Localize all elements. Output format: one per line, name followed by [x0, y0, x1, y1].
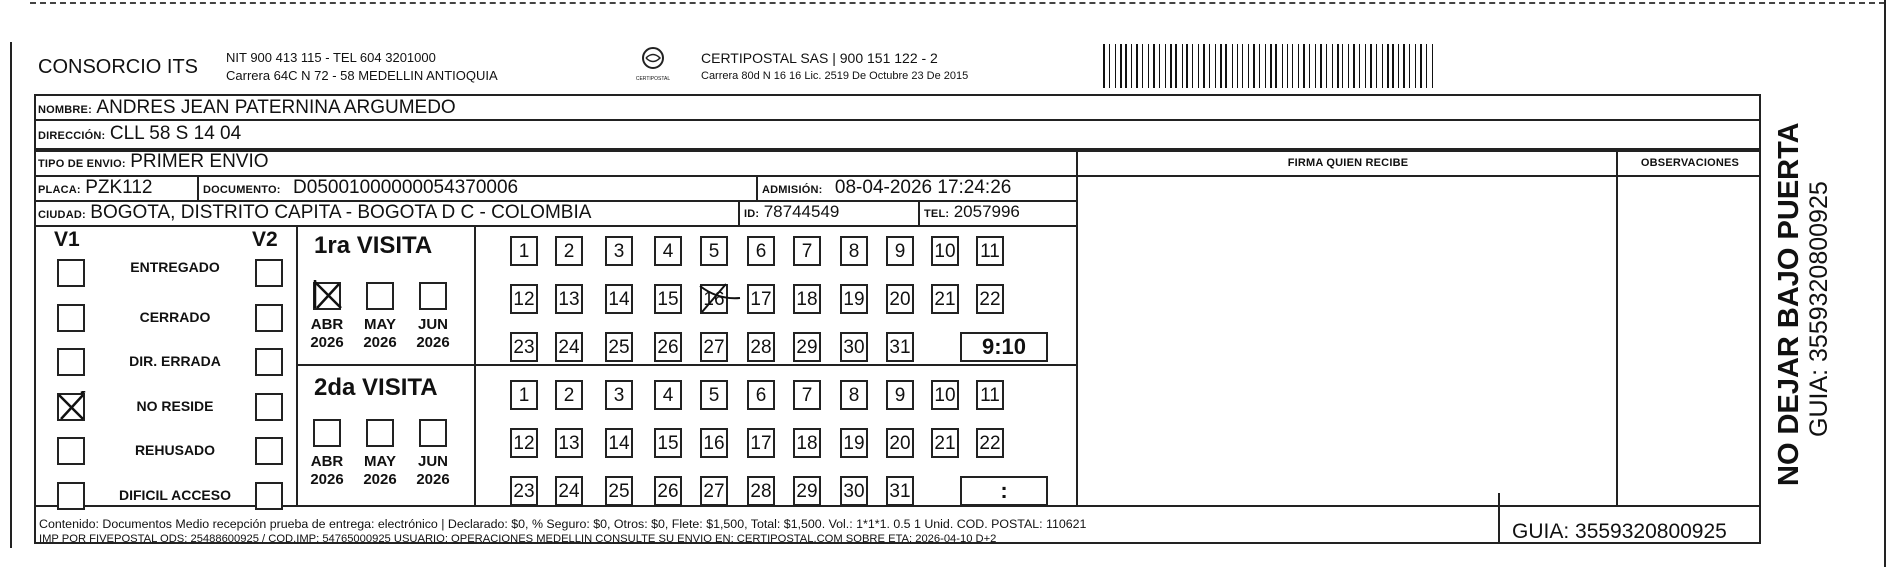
- day-cell[interactable]: 7: [793, 236, 821, 266]
- month-label: JUN: [417, 316, 448, 333]
- barcode-bar: [1267, 44, 1268, 88]
- certipostal-logo-icon: [628, 47, 678, 71]
- barcode-bar: [1206, 44, 1207, 88]
- company-line1: NIT 900 413 115 - TEL 604 3201000: [226, 50, 436, 65]
- barcode-bar: [1332, 44, 1333, 88]
- col-line: [197, 177, 199, 200]
- barcode-bar: [1233, 44, 1234, 88]
- month-checkbox[interactable]: [366, 419, 394, 447]
- barcode-bar: [1306, 44, 1307, 88]
- barcode-bar: [1326, 44, 1327, 88]
- barcode-bar: [1283, 44, 1284, 88]
- barcode-bar: [1298, 44, 1299, 88]
- day-cell[interactable]: 27: [700, 476, 728, 506]
- day-cell[interactable]: 24: [555, 332, 583, 362]
- footer-line1: Contenido: Documentos Medio recepción prueba de entrega: electrónico | Declarado: $0, % Seguro: $0, Otros: $0, Flete: $1,500, Total: $1,500. Vol.: 1*1*1. 0.5 1 Unid. COD. POSTAL: 110621: [39, 517, 1087, 531]
- barcode-bar: [1348, 44, 1349, 88]
- barcode-bar: [1432, 44, 1433, 88]
- day-cell[interactable]: 2: [555, 236, 583, 266]
- month-checkbox[interactable]: [313, 282, 341, 310]
- barcode-bar: [1237, 44, 1239, 88]
- barcode-bar: [1403, 44, 1405, 88]
- barcode-bar: [1370, 44, 1372, 88]
- day-cell[interactable]: 25: [605, 476, 633, 506]
- day-cell[interactable]: 17: [747, 284, 775, 314]
- barcode-bar: [1337, 44, 1339, 88]
- strike-mark-icon: [698, 282, 742, 316]
- admision-value: 08-04-2026 17:24:26: [834, 177, 1012, 198]
- time-box[interactable]: :: [960, 476, 1048, 506]
- day-cell[interactable]: 10: [931, 380, 959, 410]
- day-cell[interactable]: 19: [840, 428, 868, 458]
- row-line: [296, 364, 478, 366]
- barcode-bar: [1365, 44, 1366, 88]
- row-line: [474, 364, 1076, 366]
- barcode-bar: [1376, 44, 1377, 88]
- month-year: 2026: [363, 471, 397, 488]
- month-checkbox[interactable]: [313, 419, 341, 447]
- barcode-bar: [1244, 44, 1246, 88]
- day-cell[interactable]: 11: [976, 236, 1004, 266]
- day-cell[interactable]: 4: [654, 236, 682, 266]
- col-line: [1076, 150, 1078, 505]
- barcode-bar: [1415, 44, 1416, 88]
- day-cell[interactable]: 31: [886, 332, 914, 362]
- barcode-bar: [1333, 44, 1334, 88]
- day-cell[interactable]: 26: [654, 476, 682, 506]
- admision-label: ADMISIÓN:: [762, 184, 823, 196]
- barcode-bar: [1382, 44, 1383, 88]
- certipostal-logo: [628, 47, 678, 83]
- nombre-label: NOMBRE:: [38, 104, 92, 116]
- barcode-bar: [1423, 44, 1424, 88]
- admision-field: [762, 177, 1011, 199]
- day-cell[interactable]: 4: [654, 380, 682, 410]
- barcode-bar: [1383, 44, 1384, 88]
- ciudad-label: CIUDAD:: [38, 209, 86, 221]
- day-cell[interactable]: 21: [931, 284, 959, 314]
- month-label: MAY: [364, 316, 396, 333]
- footer-line2: IMP POR FIVEPOSTAL ODS: 25488600925 / COD.IMP: 54765000925 USUARIO: OPERACIONES MEDELLIN CONSULTE SU ENVIO EN: CERTIPOSTAL.COM SOBRE ETA: 2026-04-10 D+2: [39, 533, 997, 545]
- status-option-label: DIFICIL ACCESO: [118, 486, 231, 503]
- barcode-bar: [1417, 44, 1418, 88]
- col-line: [1498, 493, 1500, 544]
- id-value: 78744549: [763, 202, 840, 221]
- barcode-bar: [1128, 44, 1130, 88]
- day-cell[interactable]: 11: [976, 380, 1004, 410]
- barcode-bar: [1239, 44, 1240, 88]
- tel-value: 2057996: [953, 202, 1020, 221]
- tel-field: [924, 202, 1020, 222]
- day-cell[interactable]: 14: [605, 428, 633, 458]
- month-year: 2026: [363, 334, 397, 351]
- month-label: ABR: [310, 316, 344, 333]
- barcode-bar: [1159, 44, 1160, 88]
- day-cell[interactable]: 23: [510, 476, 538, 506]
- barcode-bar: [1273, 44, 1274, 88]
- day-cell[interactable]: 17: [747, 428, 775, 458]
- day-cell[interactable]: 13: [555, 284, 583, 314]
- v1-header: V1: [54, 228, 80, 251]
- barcode-bar: [1242, 44, 1243, 88]
- barcode-bar: [1148, 44, 1149, 88]
- month-checkbox[interactable]: [366, 282, 394, 310]
- col-line: [1616, 150, 1618, 505]
- barcode-bar: [1223, 44, 1224, 88]
- day-cell[interactable]: 20: [886, 428, 914, 458]
- day-cell[interactable]: 8: [840, 236, 868, 266]
- barcode-bar: [1344, 44, 1346, 88]
- day-cell[interactable]: 28: [747, 476, 775, 506]
- barcode-bar: [1292, 44, 1293, 88]
- col-line: [738, 202, 740, 225]
- day-cell[interactable]: 20: [886, 284, 914, 314]
- barcode-bar: [1142, 44, 1143, 88]
- barcode-bar: [1200, 44, 1201, 88]
- company-name: CONSORCIO ITS: [38, 56, 199, 78]
- barcode-bar: [1303, 44, 1305, 88]
- barcode-bar: [1320, 44, 1322, 88]
- barcode-bar: [1183, 44, 1184, 88]
- v1-checkbox[interactable]: [57, 437, 85, 465]
- direccion-value: CLL 58 S 14 04: [109, 123, 242, 144]
- status-option-label: CERRADO: [139, 308, 211, 325]
- barcode-bar: [1106, 44, 1107, 88]
- barcode-bar: [1156, 44, 1157, 88]
- day-cell[interactable]: 12: [510, 284, 538, 314]
- day-cell[interactable]: 10: [931, 236, 959, 266]
- barcode-bar: [1300, 44, 1301, 88]
- day-cell[interactable]: 22: [976, 284, 1004, 314]
- barcode-bar: [1359, 44, 1360, 88]
- barcode-bar: [1390, 44, 1391, 88]
- barcode-bar: [1275, 44, 1276, 88]
- barcode-bar: [1173, 44, 1174, 88]
- day-cell[interactable]: 24: [555, 476, 583, 506]
- status-option-label: REHUSADO: [134, 442, 216, 458]
- barcode-bar: [1182, 44, 1183, 88]
- documento-label: DOCUMENTO:: [203, 184, 281, 196]
- day-cell[interactable]: 6: [747, 380, 775, 410]
- barcode-bar: [1282, 44, 1283, 88]
- barcode-bar: [1256, 44, 1257, 88]
- barcode-bar: [1209, 44, 1210, 88]
- id-field: [744, 202, 839, 222]
- month-year: 2026: [310, 334, 344, 351]
- month-checkbox[interactable]: [419, 419, 447, 447]
- barcode-bar: [1232, 44, 1233, 88]
- ciudad-field: [38, 202, 591, 224]
- month-year: 2026: [416, 334, 450, 351]
- barcode-bar: [1253, 44, 1255, 88]
- v2-checkbox[interactable]: [255, 393, 283, 421]
- barcode-bar: [1161, 44, 1163, 88]
- day-cell[interactable]: 9: [886, 380, 914, 410]
- firma-label: FIRMA QUIEN RECIBE: [1287, 157, 1409, 169]
- month-label: JUN: [417, 453, 448, 470]
- day-cell[interactable]: 15: [654, 284, 682, 314]
- barcode-bar: [1278, 44, 1280, 88]
- day-cell[interactable]: 21: [931, 428, 959, 458]
- side-guia: GUIA: 3559320800925: [1805, 181, 1833, 437]
- direccion-row: [38, 123, 241, 145]
- barcode-bar: [1311, 44, 1313, 88]
- barcode-bar: [1116, 44, 1117, 88]
- barcode-bar: [1248, 44, 1249, 88]
- barcode-bar: [1350, 44, 1351, 88]
- barcode-bar: [1361, 44, 1363, 88]
- barcode-bar: [1406, 44, 1407, 88]
- barcode-bar: [1178, 44, 1180, 88]
- nombre-row: [38, 97, 456, 119]
- col-line: [296, 227, 298, 505]
- barcode-bar: [1420, 44, 1422, 88]
- day-cell[interactable]: 15: [654, 428, 682, 458]
- day-cell[interactable]: 16: [700, 284, 728, 314]
- day-cell[interactable]: 12: [510, 428, 538, 458]
- barcode-bar: [1109, 44, 1110, 88]
- v1-checkbox[interactable]: [57, 393, 85, 421]
- company-line2: Carrera 64C N 72 - 58 MEDELLIN ANTIOQUIA: [226, 68, 498, 83]
- tel-label: TEL:: [924, 208, 950, 220]
- row-line: [34, 119, 1761, 121]
- barcode-bar: [1315, 44, 1316, 88]
- day-cell[interactable]: 3: [605, 380, 633, 410]
- day-cell[interactable]: 7: [793, 380, 821, 410]
- v1-checkbox[interactable]: [57, 259, 85, 287]
- barcode-bar: [1433, 44, 1434, 88]
- barcode-bar: [1309, 44, 1310, 88]
- barcode-bar: [1323, 44, 1324, 88]
- barcode-bar: [1215, 44, 1216, 88]
- barcode-bar: [1409, 44, 1410, 88]
- barcode-bar: [1428, 44, 1430, 88]
- tipo-row: [38, 151, 269, 173]
- barcode-bar: [1392, 44, 1393, 88]
- col-line: [918, 202, 920, 225]
- documento-value: D05001000000054370006: [293, 177, 519, 198]
- col-line: [756, 177, 758, 200]
- v1-checkbox[interactable]: [57, 304, 85, 332]
- barcode-bar: [1198, 44, 1199, 88]
- barcode-bar: [1192, 44, 1193, 88]
- status-option-label: ENTREGADO: [130, 259, 220, 275]
- placa-value: PZK112: [85, 177, 153, 198]
- barcode-bar: [1411, 44, 1413, 88]
- day-cell[interactable]: 23: [510, 332, 538, 362]
- v2-checkbox[interactable]: [255, 482, 283, 510]
- day-cell[interactable]: 5: [700, 236, 728, 266]
- day-cell[interactable]: 27: [700, 332, 728, 362]
- day-cell[interactable]: 1: [510, 236, 538, 266]
- barcode-bar: [1203, 44, 1205, 88]
- right-edge: [1884, 0, 1886, 567]
- barcode-bar: [1395, 44, 1397, 88]
- barcode-bar: [1340, 44, 1341, 88]
- row-line: [34, 150, 1761, 152]
- barcode-bar: [1373, 44, 1374, 88]
- barcode-bar: [1123, 44, 1124, 88]
- day-cell[interactable]: 18: [793, 428, 821, 458]
- day-cell[interactable]: 16: [700, 428, 728, 458]
- barcode-bar: [1150, 44, 1151, 88]
- barcode-bar: [1125, 44, 1126, 88]
- month-label: ABR: [310, 453, 344, 470]
- barcode-bar: [1220, 44, 1222, 88]
- barcode-bar: [1317, 44, 1318, 88]
- day-cell[interactable]: 5: [700, 380, 728, 410]
- barcode-bar: [1353, 44, 1355, 88]
- day-cell[interactable]: 28: [747, 332, 775, 362]
- barcode-bar: [1228, 44, 1230, 88]
- v1-checkbox[interactable]: [57, 482, 85, 510]
- second-visit-title: 2da VISITA: [314, 374, 438, 401]
- check-mark-icon: [313, 280, 345, 310]
- top-cut-line: [30, 2, 1885, 4]
- barcode-bar: [1387, 44, 1389, 88]
- barcode-bar: [1398, 44, 1399, 88]
- barcode-bar: [1166, 44, 1167, 88]
- month-label: MAY: [364, 453, 396, 470]
- day-cell[interactable]: 9: [886, 236, 914, 266]
- barcode-bar: [1211, 44, 1213, 88]
- month-year: 2026: [310, 471, 344, 488]
- barcode-bar: [1270, 44, 1272, 88]
- barcode-bar: [1225, 44, 1226, 88]
- placa-label: PLACA:: [38, 184, 81, 196]
- direccion-label: DIRECCIÓN:: [38, 130, 106, 142]
- col-line: [474, 227, 476, 505]
- day-cell[interactable]: 19: [840, 284, 868, 314]
- barcode-bar: [1426, 44, 1427, 88]
- day-cell[interactable]: 18: [793, 284, 821, 314]
- barcode-bar: [1170, 44, 1172, 88]
- barcode-bar: [1186, 44, 1188, 88]
- barcode-bar: [1194, 44, 1196, 88]
- barcode-bar: [1103, 44, 1105, 88]
- day-cell[interactable]: 25: [605, 332, 633, 362]
- day-cell[interactable]: 26: [654, 332, 682, 362]
- day-cell[interactable]: 8: [840, 380, 868, 410]
- barcode-bar: [1400, 44, 1401, 88]
- barcode-bar: [1189, 44, 1190, 88]
- day-cell[interactable]: 1: [510, 380, 538, 410]
- day-cell[interactable]: 13: [555, 428, 583, 458]
- barcode-bar: [1378, 44, 1380, 88]
- barcode-bar: [1259, 44, 1260, 88]
- barcode-bar: [1133, 44, 1134, 88]
- barcode-bar: [1294, 44, 1296, 88]
- first-visit-title: 1ra VISITA: [314, 232, 433, 259]
- left-edge-mark: [10, 42, 12, 548]
- barcode-bar: [1165, 44, 1166, 88]
- barcode-bar: [1289, 44, 1290, 88]
- footer-guia: GUIA: 3559320800925: [1512, 520, 1727, 543]
- check-mark-icon: [57, 391, 87, 421]
- month-year: 2026: [416, 471, 450, 488]
- barcode-bar: [1144, 44, 1146, 88]
- barcode-bar: [1265, 44, 1266, 88]
- placa-field: [38, 177, 152, 199]
- logo-caption: CERTIPOSTAL: [635, 76, 671, 82]
- v2-checkbox[interactable]: [255, 304, 283, 332]
- tipo-value: PRIMER ENVIO: [130, 151, 269, 172]
- time-box[interactable]: 9:10: [960, 332, 1048, 362]
- day-cell[interactable]: 6: [747, 236, 775, 266]
- day-cell[interactable]: 2: [555, 380, 583, 410]
- barcode-bar: [1250, 44, 1251, 88]
- v1-checkbox[interactable]: [57, 348, 85, 376]
- id-label: ID:: [744, 208, 760, 220]
- barcode-bar: [1367, 44, 1368, 88]
- status-option-label: DIR. ERRADA: [129, 353, 221, 369]
- row-line: [34, 225, 1076, 227]
- tipo-label: TIPO DE ENVIO:: [38, 158, 126, 170]
- day-cell[interactable]: 31: [886, 476, 914, 506]
- day-cell[interactable]: 30: [840, 476, 868, 506]
- barcode-bar: [1139, 44, 1140, 88]
- day-cell[interactable]: 29: [793, 476, 821, 506]
- documento-field: [203, 177, 518, 199]
- certipostal-line1: CERTIPOSTAL SAS | 900 151 122 - 2: [701, 50, 938, 66]
- barcode-bar: [1217, 44, 1218, 88]
- observaciones-label: OBSERVACIONES: [1640, 157, 1740, 169]
- certipostal-line2: Carrera 80d N 16 16 Lic. 2519 De Octubre 23 De 2015: [701, 70, 969, 82]
- barcode-bar: [1356, 44, 1357, 88]
- barcode-bar: [1115, 44, 1116, 88]
- nombre-value: ANDRES JEAN PATERNINA ARGUMEDO: [96, 97, 456, 118]
- barcode-bar: [1120, 44, 1122, 88]
- barcode-bar: [1175, 44, 1176, 88]
- v2-checkbox[interactable]: [255, 348, 283, 376]
- day-cell[interactable]: 22: [976, 428, 1004, 458]
- barcode-bar: [1131, 44, 1132, 88]
- month-checkbox[interactable]: [419, 282, 447, 310]
- v2-header: V2: [252, 228, 278, 251]
- barcode-bar: [1136, 44, 1138, 88]
- barcode-bar: [1287, 44, 1289, 88]
- day-cell[interactable]: 30: [840, 332, 868, 362]
- barcode-bar: [1328, 44, 1330, 88]
- day-cell[interactable]: 29: [793, 332, 821, 362]
- barcode-bar: [1342, 44, 1343, 88]
- barcode-icon: [1103, 44, 1437, 88]
- side-warning: NO DEJAR BAJO PUERTA: [1773, 122, 1805, 486]
- barcode-bar: [1111, 44, 1113, 88]
- status-option-label: NO RESIDE: [136, 397, 214, 414]
- v2-checkbox[interactable]: [255, 437, 283, 465]
- day-cell[interactable]: 14: [605, 284, 633, 314]
- barcode-bar: [1153, 44, 1155, 88]
- ciudad-value: BOGOTA, DISTRITO CAPITA - BOGOTA D C - COLOMBIA: [90, 202, 592, 223]
- barcode-bar: [1261, 44, 1263, 88]
- v2-checkbox[interactable]: [255, 259, 283, 287]
- day-cell[interactable]: 3: [605, 236, 633, 266]
